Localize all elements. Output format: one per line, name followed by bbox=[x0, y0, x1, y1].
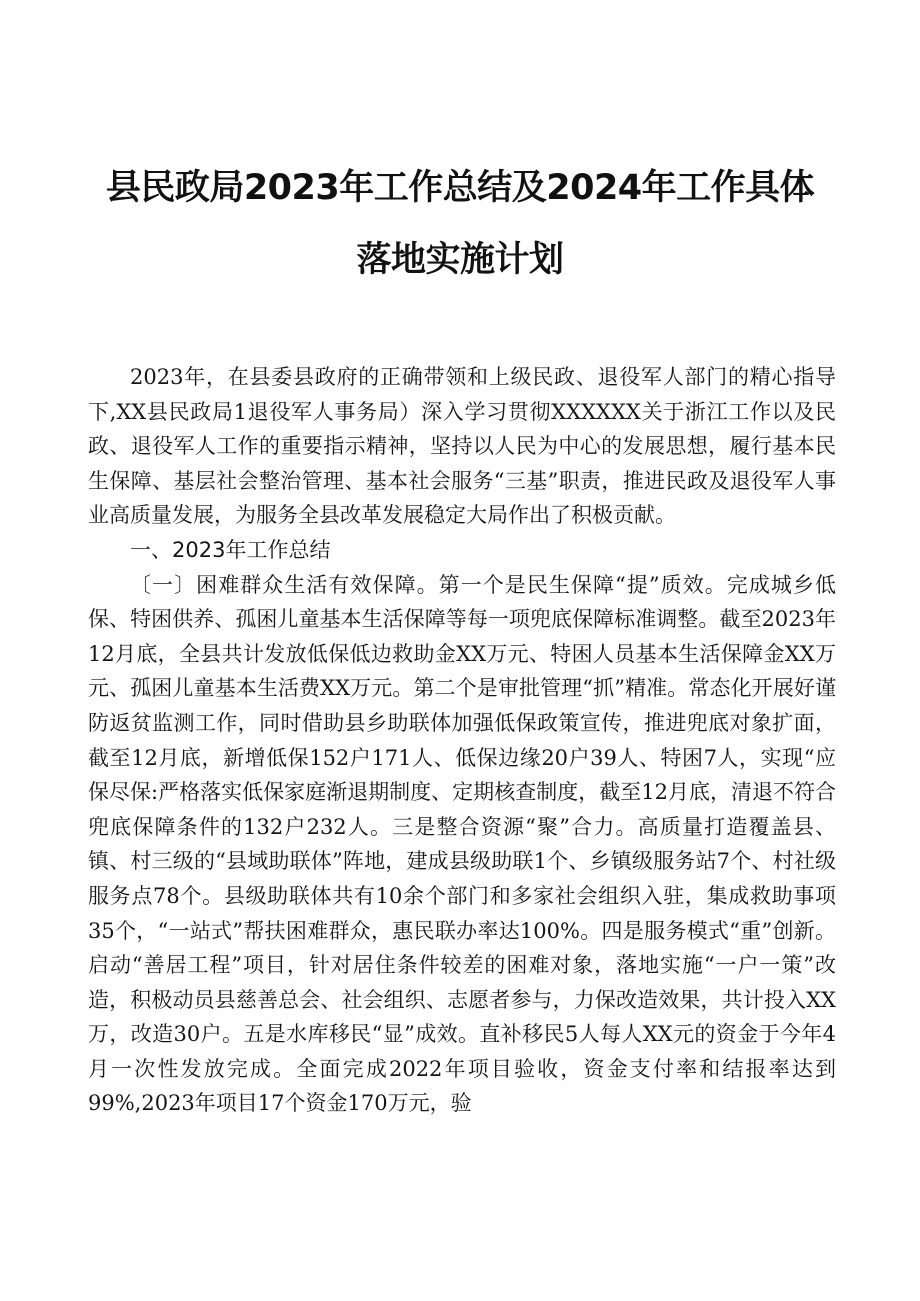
document-title-line2: 落地实施计划 bbox=[356, 240, 564, 280]
section-paragraph: 〔一〕困难群众生活有效保障。第一个是民生保障“提”质效。完成城乡低保、特困供养、孤困儿童基本生活保障等每一项兜底保障标准调整。截至2023年12月底，全县共计发放低保低边救助金XX万元、特困人员基本生活保障金XX万元、孤困儿童基本生活费XX万元。第二个是审批管理“抓”精准。常态化开展好谨防返贫监测工作，同时借助县乡助联体加强低保政策宣传，推进兜底对象扩面，截至12月底，新增低保152户171人、低保边缘20户39人、特困7人，实现“应保尽保:严格落实低保家庭渐退期制度、定期核查制度，截至12月底，清退不符合兜底保障条件的132户232人。三是整合资源“聚”合力。高质量打造覆盖县、镇、村三级的“县域助联体”阵地，建成县级助联1个、乡镇级服务站7个、村社级服务点78个。县级助联体共有10余个部门和多家社会组织入驻，集成救助事项35个，“一站式”帮扶困难群众，惠民联办率达100%。四是服务模式“重”创新。启动“善居工程”项目，针对居住条件较差的困难对象，落地实施“一户一策”改造，积极动员县慈善总会、社会组织、志愿者参与，力保改造效果，共计投入XX万，改造30户。五是水库移民“显”成效。直补移民5人每人XX元的资金于今年4月一次性发放完成。全面完成2022年项目验收，资金支付率和结报率达到99%,2023年项目17个资金170万元，验 bbox=[88, 572, 836, 1116]
intro-paragraph: 2023年，在县委县政府的正确带领和上级民政、退役军人部门的精心指导下,XX县民政局1退役军人事务局）深入学习贯彻XXXXXX关于浙江工作以及民政、退役军人工作的重要指示精神，坚持以人民为中心的发展思想，履行基本民生保障、基层社会整治管理、基本社会服务“三基”职责，推进民政及退役军人事业高质量发展，为服务全县改革发展稳定大局作出了积极贡献。 bbox=[88, 365, 836, 528]
document-body bbox=[88, 360, 836, 1121]
section-heading: 一、2023年工作总结 bbox=[130, 537, 331, 562]
document-title-line1: 县民政局2023年工作总结及2024年工作具体 bbox=[105, 168, 815, 208]
